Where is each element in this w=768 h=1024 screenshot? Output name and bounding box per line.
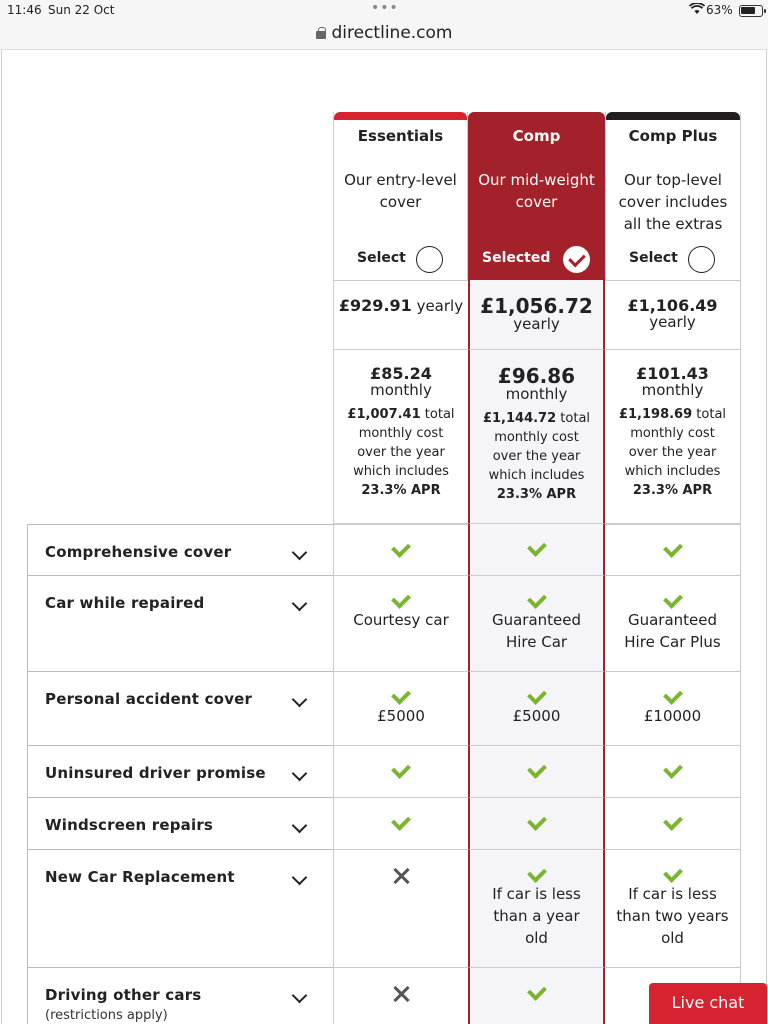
feature-value-text: If car is less than two years old: [616, 885, 729, 947]
chevron-down-icon[interactable]: [292, 692, 308, 708]
feature-name: Windscreen repairs: [45, 816, 214, 834]
feature-value-cell: [468, 524, 605, 576]
ios-status-bar: [0, 0, 768, 22]
tick-icon: [663, 538, 683, 558]
tick-icon: [391, 685, 411, 705]
wifi-icon: [689, 3, 705, 18]
feature-row-header[interactable]: [27, 524, 333, 576]
tick-icon: [527, 685, 547, 705]
feature-value-cell: [605, 746, 741, 798]
tick-icon: [391, 589, 411, 609]
plan-column-comp-plus: [605, 112, 741, 280]
plan-accent-bar: [606, 112, 740, 120]
tick-icon: [391, 538, 411, 558]
battery-percent: 63%: [706, 3, 733, 17]
feature-name: Driving other cars: [45, 986, 202, 1004]
tick-icon: [527, 863, 547, 883]
tick-icon: [527, 537, 547, 557]
feature-value-cell: [605, 672, 741, 746]
status-date: Sun 22 Oct: [48, 3, 115, 17]
tick-icon: [663, 811, 683, 831]
feature-value-cell: [333, 968, 468, 1024]
status-time: 11:46: [7, 3, 42, 17]
feature-name: Car while repaired: [45, 594, 205, 612]
tick-icon: [663, 685, 683, 705]
feature-value-text: Guaranteed Hire Car: [491, 611, 582, 651]
chevron-down-icon[interactable]: [292, 870, 308, 886]
feature-value-cell: [605, 850, 741, 968]
plan-description: Our top-level cover includes all the extras: [618, 171, 728, 233]
yearly-price-essentials: £929.91 yearly: [333, 280, 468, 350]
live-chat-button[interactable]: Live chat: [649, 983, 767, 1024]
plan-column-essentials: [333, 112, 468, 280]
tick-icon: [663, 759, 683, 779]
plan-column-comp: [468, 112, 605, 280]
monthly-price-essentials: £85.24 monthly £1,007.41 total monthly cost over the year which includes 23.3% APR: [333, 350, 468, 524]
feature-subtext: (restrictions apply): [45, 1008, 168, 1023]
feature-row-header[interactable]: [27, 746, 333, 798]
radio-unselected-icon[interactable]: [688, 246, 715, 273]
select-label: Selected: [482, 250, 551, 266]
feature-name: Uninsured driver promise: [45, 764, 266, 782]
cross-icon: [392, 867, 410, 885]
feature-name: Personal accident cover: [45, 690, 253, 708]
radio-unselected-icon[interactable]: [416, 246, 443, 273]
feature-name: New Car Replacement: [45, 868, 235, 886]
lock-icon: [316, 27, 326, 39]
feature-value-cell: [468, 746, 605, 798]
chevron-down-icon[interactable]: [292, 596, 308, 612]
feature-value-cell: [605, 524, 741, 576]
feature-value-cell: [605, 576, 741, 672]
battery-icon: [739, 5, 763, 17]
feature-row-header[interactable]: [27, 968, 333, 1024]
plan-accent-bar: [334, 112, 467, 120]
feature-row-header[interactable]: [27, 850, 333, 968]
yearly-price-comp: £1,056.72 yearly: [468, 280, 605, 350]
monthly-price-comp-plus: £101.43 monthly £1,198.69 total monthly cost over the year which includes 23.3% APR: [605, 350, 741, 524]
select-label: Select: [629, 250, 678, 266]
feature-value-cell: [468, 672, 605, 746]
plan-name: Comp: [512, 127, 561, 145]
tick-icon: [527, 981, 547, 1001]
feature-value-cell: [468, 850, 605, 968]
feature-value-cell: [333, 850, 468, 968]
feature-value-cell: [468, 576, 605, 672]
tick-icon: [391, 759, 411, 779]
select-comp-plus-button[interactable]: [606, 246, 740, 272]
select-essentials-button[interactable]: [334, 246, 467, 272]
tick-icon: [391, 811, 411, 831]
url-text[interactable]: directline.com: [331, 23, 453, 43]
chevron-down-icon[interactable]: [292, 988, 308, 1004]
feature-value-cell: [333, 746, 468, 798]
feature-value-cell: [468, 798, 605, 850]
chevron-down-icon[interactable]: [292, 545, 308, 561]
feature-value-cell: [333, 672, 468, 746]
feature-row-header[interactable]: [27, 672, 333, 746]
tick-icon: [663, 589, 683, 609]
plan-name: Essentials: [357, 127, 444, 145]
tick-icon: [527, 589, 547, 609]
monthly-price-comp: £96.86 monthly £1,144.72 total monthly cost over the year which includes 23.3% APR: [468, 350, 605, 524]
tick-icon: [527, 811, 547, 831]
address-bar[interactable]: [0, 22, 768, 50]
feature-value-cell: [333, 524, 468, 576]
feature-value-cell: [605, 798, 741, 850]
feature-value-cell: [333, 798, 468, 850]
feature-value-text: Guaranteed Hire Car Plus: [624, 611, 721, 651]
plan-description: Our mid-weight cover: [478, 171, 595, 211]
chevron-down-icon[interactable]: [292, 818, 308, 834]
feature-value-text: If car is less than a year old: [492, 885, 581, 947]
plan-name: Comp Plus: [628, 127, 718, 145]
radio-selected-check-icon[interactable]: [563, 246, 590, 273]
tick-icon: [663, 863, 683, 883]
yearly-price-comp-plus: £1,106.49 yearly: [605, 280, 741, 350]
select-label: Select: [357, 250, 406, 266]
cross-icon: [392, 985, 410, 1003]
feature-row-header[interactable]: [27, 576, 333, 672]
feature-value-text: Courtesy car: [353, 611, 449, 629]
feature-row-header[interactable]: [27, 798, 333, 850]
chevron-down-icon[interactable]: [292, 766, 308, 782]
feature-value-cell: [468, 968, 605, 1024]
plan-description: Our entry-level cover: [344, 171, 457, 211]
multitasking-dots-icon[interactable]: •••: [371, 0, 399, 16]
feature-value-text: £5000: [377, 707, 425, 725]
feature-value-text: £5000: [512, 707, 561, 725]
select-comp-button[interactable]: [468, 246, 605, 272]
feature-value-text: £10000: [643, 707, 702, 725]
tick-icon: [527, 759, 547, 779]
feature-name: Comprehensive cover: [45, 543, 232, 561]
feature-value-cell: [333, 576, 468, 672]
